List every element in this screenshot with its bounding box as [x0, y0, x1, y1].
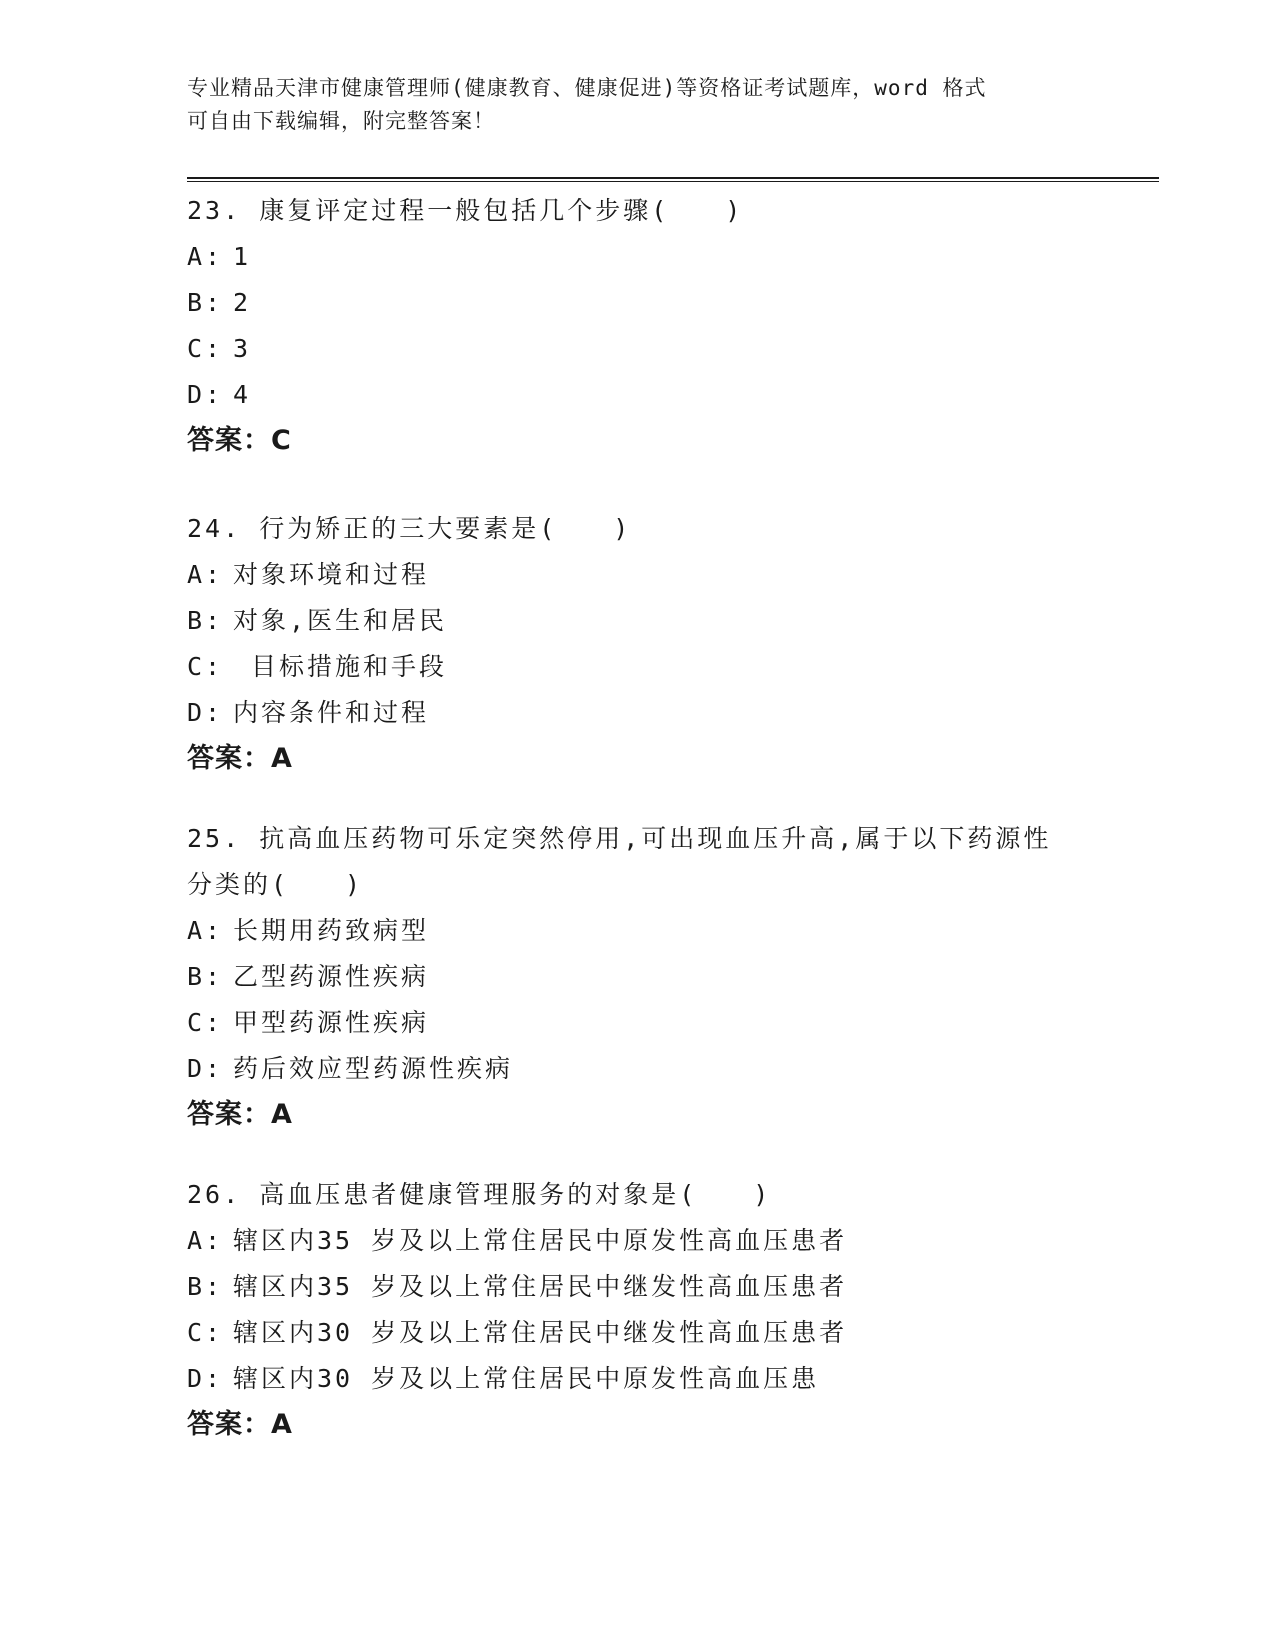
option-letter: A: [187, 560, 224, 589]
option-c [187, 1000, 1147, 1046]
option-b [187, 954, 1147, 1000]
answer-value: C [271, 425, 292, 456]
option-letter: C: [187, 1008, 224, 1037]
option-text: 药后效应型药源性疾病 [233, 1054, 514, 1083]
option-letter: D: [187, 380, 224, 409]
option-a [187, 1218, 1147, 1264]
question-stem [187, 816, 1147, 862]
answer-label: 答案： [187, 1099, 271, 1130]
question-text: 高血压患者健康管理服务的对象是( ) [259, 1180, 772, 1209]
option-c [187, 644, 1147, 690]
option-b [187, 1264, 1147, 1310]
option-d [187, 372, 1147, 418]
answer-value: A [271, 743, 293, 774]
option-text: 长期用药致病型 [233, 916, 430, 945]
option-b [187, 598, 1147, 644]
option-a [187, 234, 1147, 280]
option-text: 乙型药源性疾病 [233, 962, 430, 991]
question-number: 23. [187, 196, 242, 225]
question-24 [187, 506, 1147, 782]
option-text: 辖区内30 岁及以上常住居民中原发性高血压患 [233, 1364, 820, 1393]
answer-line [187, 1402, 1147, 1448]
option-letter: D: [187, 1364, 224, 1393]
option-letter: A: [187, 916, 224, 945]
answer-line [187, 736, 1147, 782]
option-d [187, 1356, 1147, 1402]
option-c [187, 1310, 1147, 1356]
option-text: 3 [233, 334, 252, 363]
option-letter: B: [187, 962, 224, 991]
answer-line [187, 1092, 1147, 1138]
option-text: 2 [233, 288, 252, 317]
option-letter: D: [187, 698, 224, 727]
header-line-2: 可自由下载编辑，附完整答案！ [187, 109, 495, 133]
question-25 [187, 816, 1147, 1138]
question-text: 康复评定过程一般包括几个步骤( ) [259, 196, 744, 225]
option-a [187, 908, 1147, 954]
option-c [187, 326, 1147, 372]
question-number: 25. [187, 824, 242, 853]
question-text: 抗高血压药物可乐定突然停用,可出现血压升高,属于以下药源性 [259, 824, 1052, 853]
answer-label: 答案： [187, 425, 271, 456]
option-letter: C: [187, 334, 224, 363]
option-d [187, 1046, 1147, 1092]
option-a [187, 552, 1147, 598]
option-text: 目标措施和手段 [233, 652, 448, 681]
header-line-1: 专业精品天津市健康管理师(健康教育、健康促进)等资格证考试题库，word 格式 [187, 76, 987, 100]
question-stem [187, 1172, 1147, 1218]
question-number: 24. [187, 514, 242, 543]
option-text: 辖区内30 岁及以上常住居民中继发性高血压患者 [233, 1318, 848, 1347]
header-divider [187, 177, 1159, 182]
option-text: 内容条件和过程 [233, 698, 430, 727]
question-23 [187, 188, 1147, 464]
answer-line [187, 418, 1147, 464]
option-text: 4 [233, 380, 252, 409]
option-letter: D: [187, 1054, 224, 1083]
option-letter: A: [187, 1226, 224, 1255]
option-text: 辖区内35 岁及以上常住居民中继发性高血压患者 [233, 1272, 848, 1301]
option-b [187, 280, 1147, 326]
question-stem-continued: 分类的( ) [187, 870, 364, 899]
option-text: 对象环境和过程 [233, 560, 430, 589]
option-letter: B: [187, 606, 224, 635]
option-letter: C: [187, 652, 224, 681]
option-text: 甲型药源性疾病 [233, 1008, 430, 1037]
answer-value: A [271, 1099, 293, 1130]
option-letter: B: [187, 1272, 224, 1301]
question-26 [187, 1172, 1147, 1448]
option-text: 辖区内35 岁及以上常住居民中原发性高血压患者 [233, 1226, 848, 1255]
option-d [187, 690, 1147, 736]
question-text: 行为矫正的三大要素是( ) [259, 514, 632, 543]
option-text: 对象,医生和居民 [233, 606, 448, 635]
question-stem [187, 188, 1147, 234]
question-stem [187, 506, 1147, 552]
answer-value: A [271, 1409, 293, 1440]
answer-label: 答案： [187, 1409, 271, 1440]
option-letter: A: [187, 242, 224, 271]
question-number: 26. [187, 1180, 242, 1209]
document-header [187, 72, 1067, 138]
option-letter: C: [187, 1318, 224, 1347]
option-text: 1 [233, 242, 252, 271]
option-letter: B: [187, 288, 224, 317]
answer-label: 答案： [187, 743, 271, 774]
